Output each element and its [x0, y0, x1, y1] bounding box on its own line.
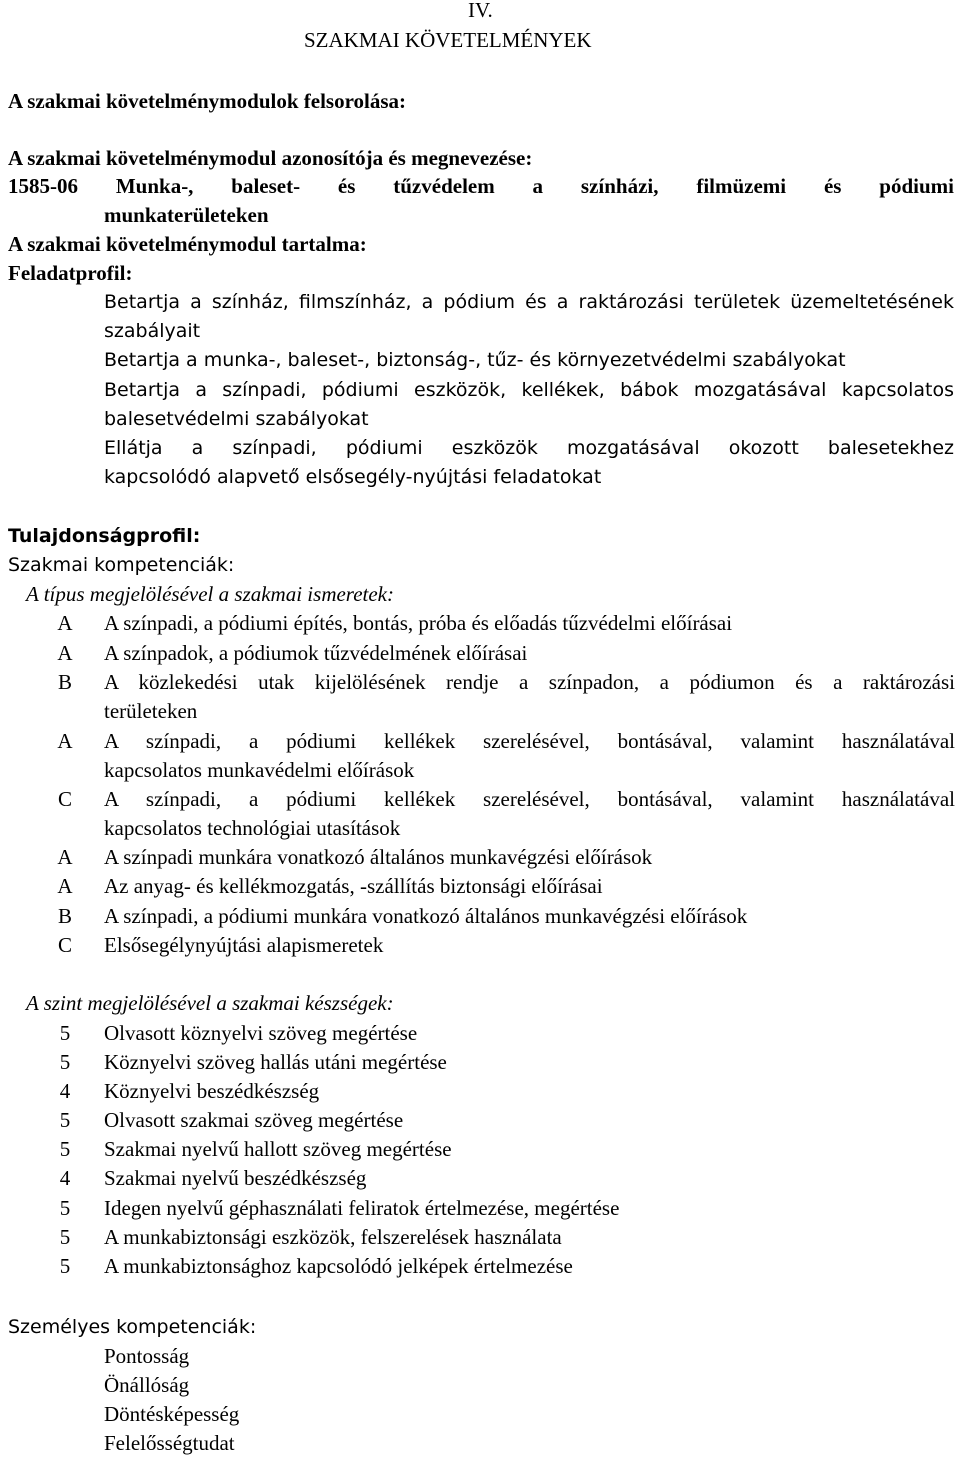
- knowledge-text: Elsősegélynyújtási alapismeretek: [104, 933, 384, 957]
- knowledge-label: A típus megjelölésével a szakmai ismeretek:: [26, 582, 394, 606]
- knowledge-type: B: [57, 670, 72, 694]
- skill-level: 5: [59, 1137, 71, 1161]
- chapter-number: IV.: [468, 0, 493, 22]
- task-profile-line: szabályait: [104, 320, 201, 342]
- knowledge-type: A: [57, 729, 73, 753]
- chapter-title: SZAKMAI KÖVETELMÉNYEK: [304, 28, 592, 52]
- skill-level: 5: [59, 1225, 71, 1249]
- knowledge-text: területeken: [104, 699, 198, 723]
- knowledge-type: A: [57, 641, 73, 665]
- knowledge-type: A: [57, 874, 73, 898]
- knowledge-text: A közlekedési utak kijelölésének rendje a színpadon, a pódiumon és a raktározási: [104, 670, 955, 694]
- module-list-label: A szakmai követelménymodulok felsorolása:: [8, 89, 407, 113]
- module-name-line2: munkaterületeken: [104, 203, 269, 227]
- knowledge-text: A színpadi munkára vonatkozó általános munkavégzési előírások: [104, 845, 653, 869]
- task-profile-line: Betartja a színház, filmszínház, a pódium és a raktározási területek üzemeltetésének: [104, 291, 954, 313]
- knowledge-text: A színpadi, a pódiumi munkára vonatkozó általános munkavégzési előírások: [104, 904, 748, 928]
- skill-level: 5: [59, 1254, 71, 1278]
- knowledge-text: kapcsolatos munkavédelmi előírások: [104, 758, 415, 782]
- professional-competencies-label: Szakmai kompetenciák:: [8, 554, 235, 576]
- personal-competency: Döntésképesség: [104, 1402, 240, 1426]
- skill-level: 4: [59, 1079, 71, 1103]
- knowledge-type: A: [57, 845, 73, 869]
- module-id-label: A szakmai követelménymodul azonosítója és megnevezése:: [8, 146, 533, 170]
- skills-label: A szint megjelölésével a szakmai készségek:: [26, 991, 394, 1015]
- task-profile-line: balesetvédelmi szabályokat: [104, 408, 369, 430]
- knowledge-type: B: [57, 904, 72, 928]
- task-profile-line: Ellátja a színpadi, pódiumi eszközök mozgatásával okozott balesetekhez: [104, 437, 954, 459]
- knowledge-type: C: [57, 787, 72, 811]
- skill-level: 5: [59, 1050, 71, 1074]
- skill-level: 5: [59, 1196, 71, 1220]
- knowledge-text: A színpadi, a pódiumi kellékek szerelésével, bontásával, valamint használatával: [104, 729, 955, 753]
- task-profile-line: kapcsolódó alapvető elsősegély-nyújtási feladatokat: [104, 466, 602, 488]
- skill-text: Köznyelvi szöveg hallás utáni megértése: [104, 1050, 447, 1074]
- skill-text: Köznyelvi beszédkészség: [104, 1079, 320, 1103]
- skill-text: Idegen nyelvű géphasználati feliratok értelmezése, megértése: [104, 1196, 620, 1220]
- knowledge-text: A színpadi, a pódiumi kellékek szerelésével, bontásával, valamint használatával: [104, 787, 955, 811]
- skill-text: A munkabiztonsághoz kapcsolódó jelképek értelmezése: [104, 1254, 573, 1278]
- knowledge-text: Az anyag- és kellékmozgatás, -szállítás biztonsági előírásai: [104, 874, 603, 898]
- skill-text: Olvasott köznyelvi szöveg megértése: [104, 1021, 418, 1045]
- personal-competency: Pontosság: [104, 1344, 190, 1368]
- module-content-label: A szakmai követelménymodul tartalma:: [8, 232, 367, 256]
- task-profile-label: Feladatprofil:: [8, 261, 133, 285]
- personal-competency: Önállóság: [104, 1373, 190, 1397]
- skill-text: Szakmai nyelvű beszédkészség: [104, 1166, 367, 1190]
- skill-text: Olvasott szakmai szöveg megértése: [104, 1108, 404, 1132]
- task-profile-line: Betartja a színpadi, pódiumi eszközök, kellékek, bábok mozgatásával kapcsolatos: [104, 379, 954, 401]
- knowledge-text: kapcsolatos technológiai utasítások: [104, 816, 401, 840]
- knowledge-type: C: [57, 933, 72, 957]
- task-profile-line: Betartja a munka-, baleset-, biztonság-, tűz- és környezetvédelmi szabályokat: [104, 349, 846, 371]
- skill-level: 5: [59, 1108, 71, 1132]
- skill-text: Szakmai nyelvű hallott szöveg megértése: [104, 1137, 452, 1161]
- personal-competency: Felelősségtudat: [104, 1431, 235, 1455]
- knowledge-text: A színpadi, a pódiumi építés, bontás, próba és előadás tűzvédelmi előírásai: [104, 611, 733, 635]
- skill-text: A munkabiztonsági eszközök, felszerelések használata: [104, 1225, 562, 1249]
- module-name-line1: 1585-06 Munka-, baleset- és tűzvédelem a színházi, filmüzemi és pódiumi: [8, 174, 954, 198]
- personal-competencies-label: Személyes kompetenciák:: [8, 1316, 257, 1338]
- skill-level: 4: [59, 1166, 71, 1190]
- skill-level: 5: [59, 1021, 71, 1045]
- knowledge-type: A: [57, 611, 73, 635]
- property-profile-label: Tulajdonságprofil:: [8, 525, 201, 547]
- knowledge-text: A színpadok, a pódiumok tűzvédelmének előírásai: [104, 641, 528, 665]
